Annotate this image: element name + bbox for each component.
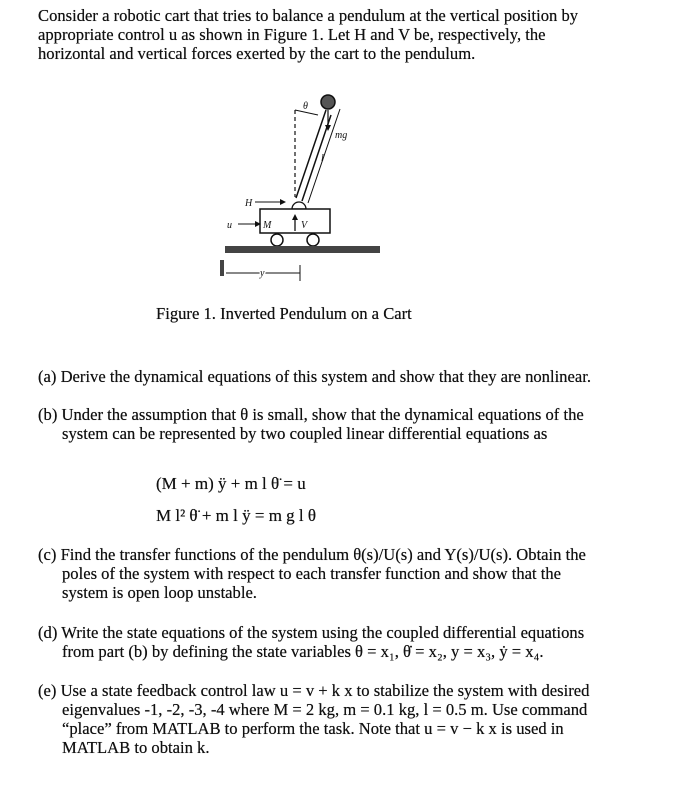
part-a-line-1: (a) Derive the dynamical equations of this system and show that they are nonlinear. (38, 367, 591, 386)
part-e-line-1: (e) Use a state feedback control law u = v + k x to stabilize the system with desired (38, 681, 590, 700)
mg-label: mg (335, 130, 348, 141)
M-label: M (263, 220, 272, 231)
part-c-line-1: (c) Find the transfer functions of the pendulum θ(s)/U(s) and Y(s)/U(s). Obtain the (38, 545, 586, 564)
V-label: V (301, 220, 308, 231)
part-d-line-2: from part (b) by defining the state variables θ = x₁, θ̇ = x₂, y = x₃, ẏ = x₄. (62, 642, 544, 661)
equation-1: (M + m) ÿ + m l θ̈ = u (156, 474, 306, 493)
length-arrow (308, 109, 340, 203)
intro-line-2: appropriate control u as shown in Figure 1. Let H and V be, respectively, the (38, 25, 546, 44)
wall (220, 260, 224, 276)
ground (225, 246, 380, 253)
inverted-pendulum-figure (200, 85, 380, 285)
l-label: l (321, 153, 324, 164)
h-force-arrowhead (280, 199, 286, 205)
part-c-line-3: system is open loop unstable. (62, 583, 257, 602)
intro-line-3: horizontal and vertical forces exerted by the cart to the pendulum. (38, 44, 476, 63)
theta-label: θ (303, 101, 308, 112)
H-label: H (245, 198, 253, 209)
part-e-line-3: “place” from MATLAB to perform the task. Note that u = v − k x is used in (62, 719, 564, 738)
u-label: u (227, 220, 232, 231)
part-b-line-1: (b) Under the assumption that θ is small, show that the dynamical equations of the (38, 405, 584, 424)
pendulum-bob (321, 95, 335, 109)
cart-wheel (307, 234, 319, 246)
part-e-line-4: MATLAB to obtain k. (62, 738, 210, 757)
equation-2: M l² θ̈ + m l ÿ = m g l θ (156, 506, 317, 525)
part-b-line-2: system can be represented by two coupled linear differential equations as (62, 424, 548, 443)
cart-wheel (271, 234, 283, 246)
figure-caption: Figure 1. Inverted Pendulum on a Cart (156, 304, 412, 323)
intro-line-1: Consider a robotic cart that tries to balance a pendulum at the vertical position by (38, 6, 579, 25)
part-e-line-2: eigenvalues -1, -2, -3, -4 where M = 2 kg, m = 0.1 kg, l = 0.5 m. Use command (62, 700, 588, 719)
part-d-line-1: (d) Write the state equations of the system using the coupled differential equations (38, 623, 585, 642)
pivot (292, 202, 306, 209)
part-c-line-2: poles of the system with respect to each transfer function and show that the (62, 564, 562, 583)
y-label: y (260, 268, 265, 279)
